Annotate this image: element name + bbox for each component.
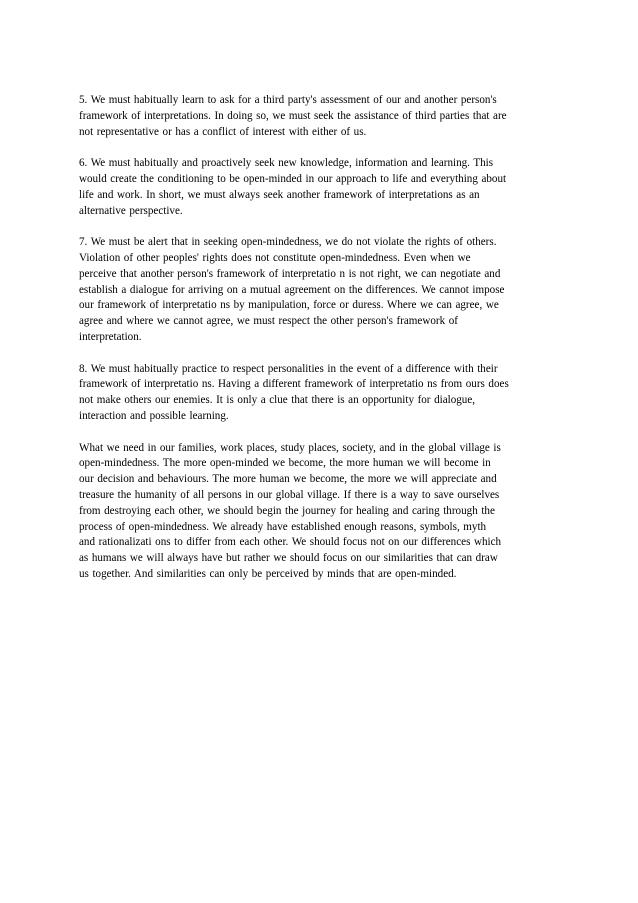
text-line: 8. We must habitually practice to respect personalities in the event of a difference with their [79, 362, 498, 375]
text-line: perceive that another person's framework of interpretatio n is not right, we can negotiate and [79, 267, 501, 280]
text-line: 7. We must be alert that in seeking open-mindedness, we do not violate the rights of others. [79, 236, 497, 249]
text-line: as humans we will always have but rather we should focus on our similarities that can draw [79, 552, 498, 565]
text-line: our decision and behaviours. The more human we become, the more we will appreciate and [79, 473, 497, 486]
paragraph-6 [79, 156, 563, 219]
text-line: our framework of interpretatio ns by manipulation, force or duress. Where we can agree, we [79, 299, 499, 312]
text-line: Violation of other peoples' rights does not constitute open-mindedness. Even when we [79, 251, 471, 264]
text-line: 5. We must habitually learn to ask for a third party's assessment of our and another person's [79, 94, 497, 106]
paragraph-8 [79, 362, 563, 425]
text-line: alternative perspective. [79, 204, 183, 217]
text-line: establish a dialogue for arriving on a mutual agreement on the differences. We cannot impose [79, 283, 505, 296]
text-line: framework of interpretatio ns. Having a different framework of interpretatio ns from ours does [79, 378, 509, 391]
text-line: treasure the humanity of all persons in our global village. If there is a way to save ourselves [79, 488, 500, 501]
paragraph-7 [79, 235, 563, 346]
paragraph-conclusion [79, 441, 563, 583]
text-line: process of open-mindedness. We already have established enough reasons, symbols, myth [79, 520, 487, 533]
text-line: us together. And similarities can only be perceived by minds that are open-minded. [79, 567, 457, 580]
text-line: open-mindedness. The more open-minded we become, the more human we will become in [79, 457, 491, 470]
text-line: interaction and possible learning. [79, 409, 229, 422]
document-body [79, 93, 563, 583]
text-line: would create the conditioning to be open-minded in our approach to life and everything about [79, 172, 507, 185]
text-line: interpretation. [79, 330, 142, 343]
paragraph-5 [79, 93, 563, 140]
text-line: not representative or has a conflict of interest with either of us. [79, 125, 367, 138]
text-line: agree and where we cannot agree, we must respect the other person's framework of [79, 315, 458, 328]
text-line: from destroying each other, we should begin the journey for healing and caring through the [79, 504, 495, 517]
text-line: What we need in our families, work places, study places, society, and in the global village is [79, 441, 501, 454]
text-line: life and work. In short, we must always seek another framework of interpretations as an [79, 188, 480, 201]
text-line: and rationalizati ons to differ from each other. We should focus not on our differences which [79, 536, 502, 549]
text-line: framework of interpretations. In doing so, we must seek the assistance of third parties that are [79, 109, 507, 122]
text-line: not make others our enemies. It is only a clue that there is an opportunity for dialogue, [79, 394, 476, 407]
text-line: 6. We must habitually and proactively seek new knowledge, information and learning. This [79, 157, 494, 170]
